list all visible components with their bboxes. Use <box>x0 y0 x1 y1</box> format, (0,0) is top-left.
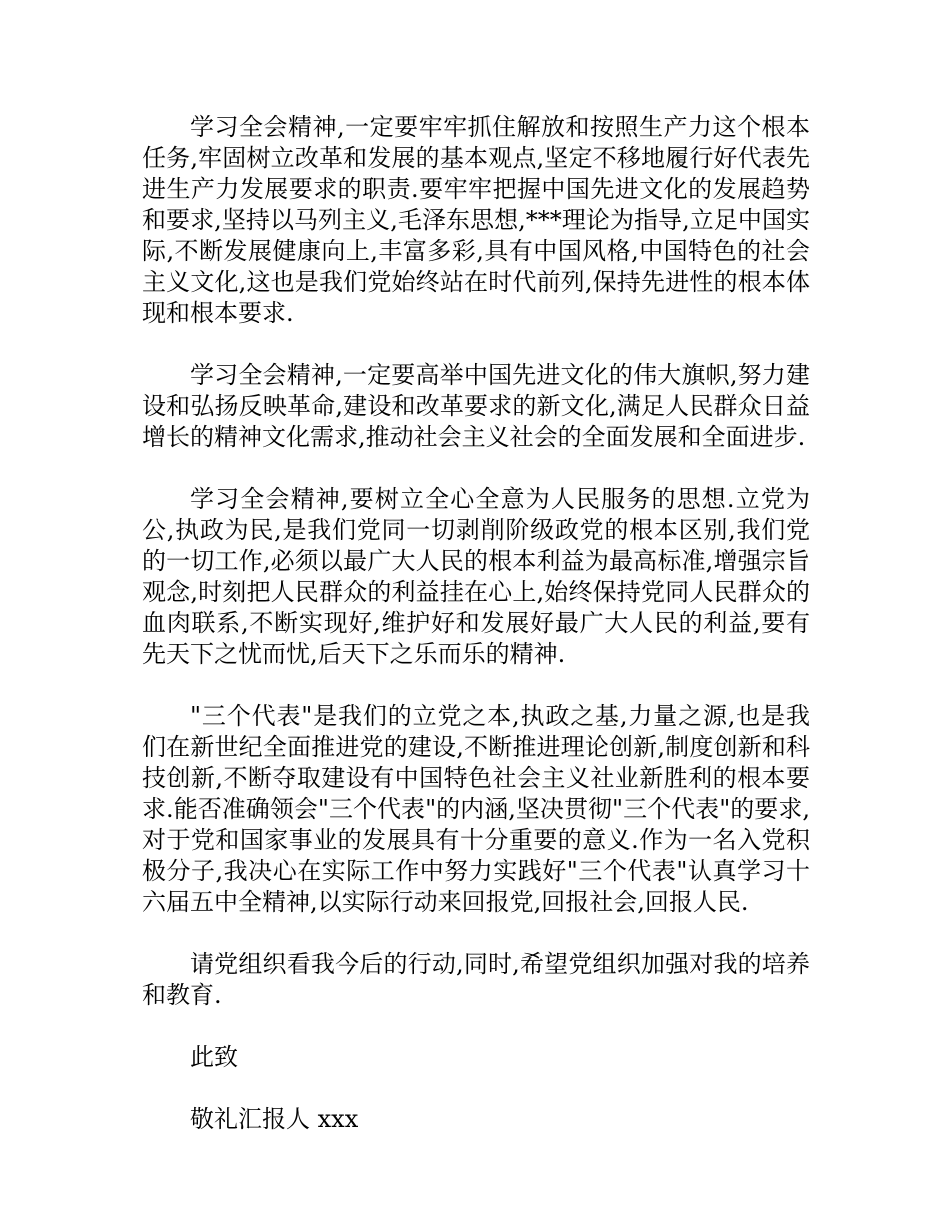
paragraph-three-represents: "三个代表"是我们的立党之本,执政之基,力量之源,也是我们在新世纪全面推进党的建设,不断推进理论创新,制度创新和科技创新,不断夺取建设有中国特色社会主义社业新胜利的根本要求.能否准确领会"三个代表"的内涵,坚决贯彻"三个代表"的要求,对于党和国家事业的发展具有十分重要的意义.作为一名入党积极分子,我决心在实际工作中努力实践好"三个代表"认真学习十六届五中全精神,以实际行动来回报党,回报社会,回报人民. <box>142 702 810 916</box>
paragraph-study-culture: 学习全会精神,一定要高举中国先进文化的伟大旗帜,努力建设和弘扬反映革命,建设和改革要求的新文化,满足人民群众日益增长的精神文化需求,推动社会主义社会的全面发展和全面进步. <box>142 361 810 451</box>
signature-line: 敬礼汇报人 xxx <box>190 1105 359 1133</box>
paragraph-study-productivity: 学习全会精神,一定要牢牢抓住解放和按照生产力这个根本任务,牢固树立改革和发展的基本观点,坚定不移地履行好代表先进生产力发展要求的职责.要牢牢把握中国先进文化的发展趋势和要求,坚持以马列主义,毛泽东思想,***理论为指导,立足中国实际,不断发展健康向上,丰富多彩,具有中国风格,中国特色的社会主义文化,这也是我们党始终站在时代前列,保持先进性的根本体现和根本要求. <box>142 113 810 327</box>
closing-salutation: 此致 <box>190 1043 238 1071</box>
paragraph-study-serve-people: 学习全会精神,要树立全心全意为人民服务的思想.立党为公,执政为民,是我们党同一切剥削阶级政党的根本区别,我们党的一切工作,必须以最广大人民的根本利益为最高标准,增强宗旨观念,时刻把人民群众的利益挂在心上,始终保持党同人民群众的血肉联系,不断实现好,维护好和发展好最广大人民的利益,要有先天下之忧而忧,后天下之乐而乐的精神. <box>142 485 810 668</box>
paragraph-request: 请党组织看我今后的行动,同时,希望党组织加强对我的培养和教育. <box>142 950 810 1009</box>
document-body <box>142 112 810 1166</box>
